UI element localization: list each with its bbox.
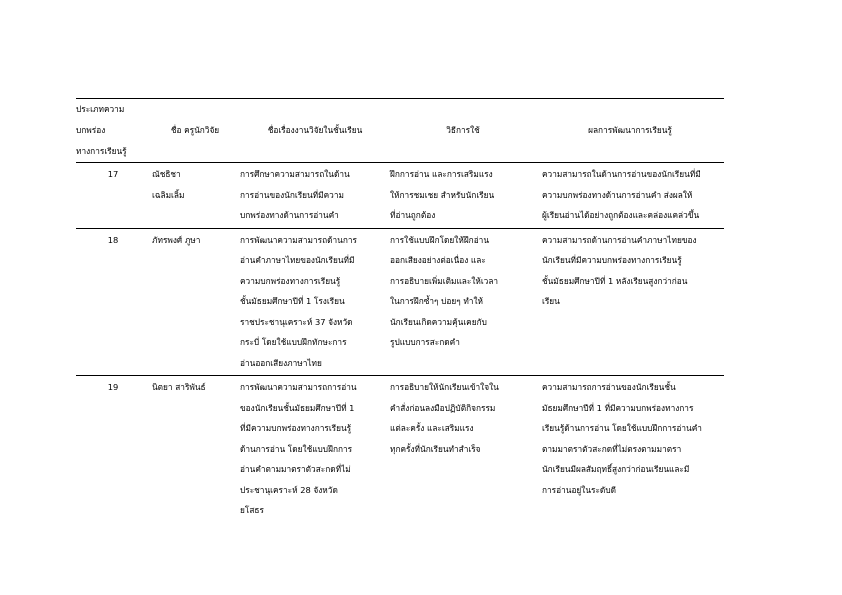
header-disability-type: ประเภทความ บกพร่อง ทางการเรียนรู้: [76, 104, 127, 156]
header-researcher-name: ชื่อ ครูนักวิจัย: [170, 125, 220, 135]
research-title: การพัฒนาความสามารถด้านการ อ่านคำภาษาไทยของนักเรียนที่มี ความบกพร่องทางการเรียนรู้ ชั้นมัธยมศึกษาปีที่ 1 โรงเรียน ราชประชานุเคราะห์ 37 จังหวัด กระบี่ โดยใช้แบบฝึกทักษะการ อ่านออกเสียงภาษาไทย: [240, 234, 357, 368]
method-text: การใช้แบบฝึกโดยให้ฝึกอ่าน ออกเสียงอย่างต่อเนื่อง และ การอธิบายเพิ่มเติมและให้เวลา ในการฝึกซ้ำๆ บ่อยๆ ทำให้ นักเรียนเกิดความคุ้นเคยกับ รูปแบบการสะกดคำ: [390, 234, 499, 347]
researcher-name: ภัทรพงศ์ ภูษา: [152, 234, 201, 245]
table-body: [76, 163, 724, 523]
row-number: 19: [107, 382, 119, 392]
researcher-name: ณัชธิชา เฉลิมเลิ้ม: [152, 169, 185, 200]
result-text: ความสามารถการอ่านของนักเรียนชั้น มัธยมศึกษาปีที่ 1 ที่มีความบกพร่องทางการ เรียนรู้ด้านการอ่าน โดยใช้แบบฝึกการอ่านคำ ตามมาตราตัวสะกดที่ไม่ตรงตามมาตรา นักเรียนมีผลสัมฤทธิ์สูงกว่าก่อนเรียนและมี การอ่านอยู่ในระดับดี: [542, 382, 702, 495]
row-number: 18: [107, 234, 119, 245]
researcher-name: นิตยา สาริพันธ์: [152, 382, 206, 392]
header-method: วิธีการใช้: [446, 125, 480, 135]
table-row: [76, 163, 724, 229]
header-research-title: ชื่อเรื่องงานวิจัยในชั้นเรียน: [267, 125, 363, 135]
method-text: ฝึกการอ่าน และการเสริมแรง ให้การชมเชย สำหรับนักเรียน ที่อ่านถูกต้อง: [390, 169, 495, 220]
research-summary-table: [76, 98, 724, 523]
result-text: ความสามารถด้านการอ่านคำภาษาไทยของ นักเรียนที่มีความบกพร่องทางการเรียนรู้ ชั้นมัธยมศึกษาปีที่ 1 หลังเรียนสูงกว่าก่อน เรียน: [542, 234, 697, 306]
header-row: [76, 99, 724, 163]
table-row: [76, 376, 724, 523]
research-title: การศึกษาความสามารถในด้าน การอ่านของนักเรียนที่มีความ บกพร่องทางด้านการอ่านคำ: [240, 169, 350, 220]
table-header: [76, 99, 724, 163]
table-row: [76, 228, 724, 376]
result-text: ความสามารถในด้านการอ่านของนักเรียนที่มี ความบกพร่องทางด้านการอ่านคำ ส่งผลให้ ผู้เรียนอ่านได้อย่างถูกต้องและคล่องแคล่วขึ้น: [542, 169, 701, 220]
header-learning-result: ผลการพัฒนาการเรียนรู้: [588, 125, 672, 135]
row-number: 17: [107, 169, 119, 179]
research-title: การพัฒนาความสามารถการอ่าน ของนักเรียนชั้นมัธยมศึกษาปีที่ 1 ที่มีความบกพร่องทางการเรียนรู้ ด้านการอ่าน โดยใช้แบบฝึกการ อ่านคำตามมาตราตัวสะกดที่ไม่ ประชานุเคราะห์ 28 จังหวัด ยโสธร: [240, 382, 357, 515]
method-text: การอธิบายให้นักเรียนเข้าใจใน คำสั่งก่อนลงมือปฏิบัติกิจกรรม แต่ละครั้ง และเสริมแรง ทุกครั้งที่นักเรียนทำสำเร็จ: [390, 382, 499, 454]
